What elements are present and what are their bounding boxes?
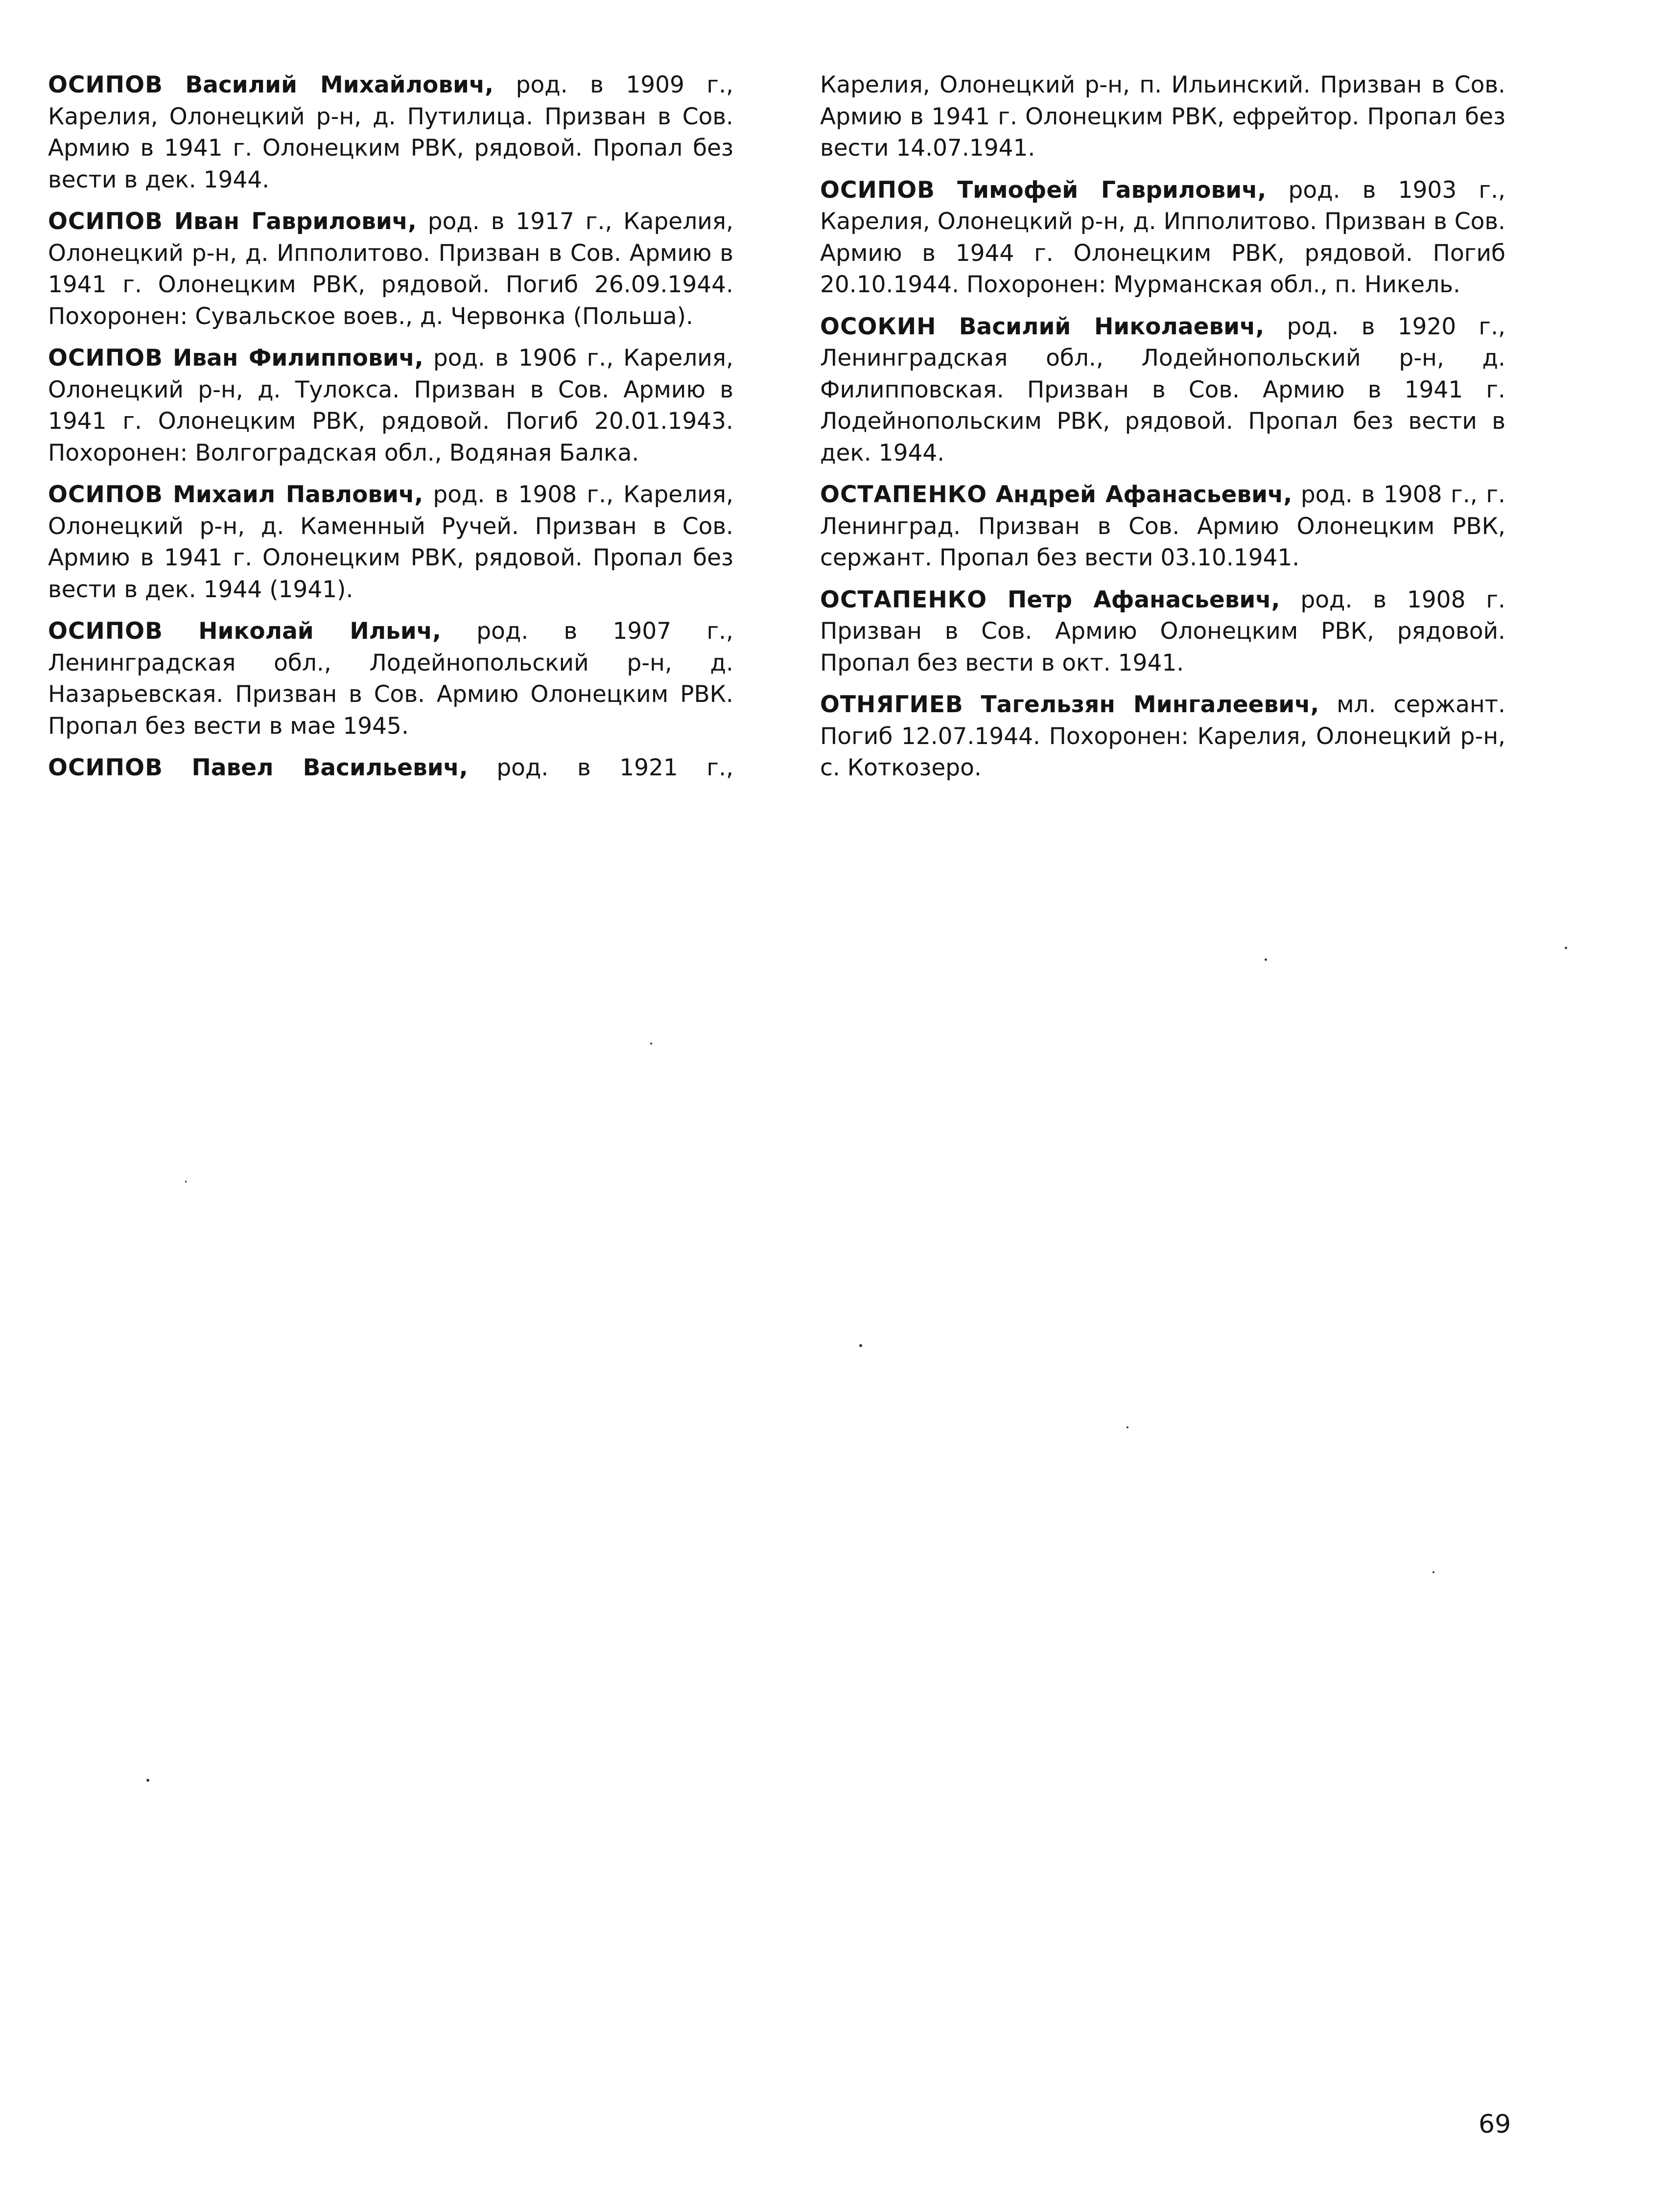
entry-surname: ОСИПОВ xyxy=(48,208,163,235)
entry-surname: ОСИПОВ xyxy=(48,618,163,645)
entry-given-name: Андрей Афанасьевич, xyxy=(995,481,1292,508)
page-number: 69 xyxy=(1479,2110,1511,2139)
entry-given-name: Павел Васильевич, xyxy=(191,754,468,781)
entry-surname: ОСИПОВ xyxy=(48,345,163,372)
entry-osipov-ivan-f xyxy=(48,343,733,469)
entry-given-name: Тагельзян Мингалеевич, xyxy=(981,691,1319,718)
entry-ostapenko-petr xyxy=(820,584,1505,679)
entry-given-name: Тимофей Гаврилович, xyxy=(957,176,1267,204)
entry-osipov-pavel xyxy=(48,752,733,784)
entry-osipov-vasily xyxy=(48,70,733,196)
entry-text: мл. сержант. Погиб 12.07.1944. Похоронен: Карелия, Олонецкий р-н, с. Коткозеро. xyxy=(820,691,1505,781)
entry-surname: ОСИПОВ xyxy=(48,754,163,781)
scan-speck xyxy=(146,1779,149,1782)
entry-text: род. в 1903 г., Карелия, Олонецкий р-н, д. Ипполитово. Призван в Сов. Армию в 1944 г. Олонецким РВК, рядовой. Погиб 20.10.1944. Похоронен: Мурманская обл., п. Никель. xyxy=(820,176,1505,298)
entry-osokin-vasily xyxy=(820,311,1505,469)
scan-speck xyxy=(185,1181,187,1183)
entry-text: род. в 1920 г., Ленинградская обл., Лодейнопольский р-н, д. Филипповская. Призван в Сов. Армию в 1941 г. Лодейнопольским РВК, рядовой. Пропал без вести в дек. 1944. xyxy=(820,313,1505,466)
entry-text: род. в 1908 г., Карелия, Олонецкий р-н, д. Каменный Ручей. Призван в Сов. Армию в 1941 г. Олонецким РВК, рядовой. Пропал без вести в дек. 1944 (1941). xyxy=(48,481,733,603)
entry-osipov-nikolai xyxy=(48,616,733,742)
scan-speck xyxy=(1127,1426,1128,1428)
entry-text: род. в 1906 г., Карелия, Олонецкий р-н, д. Тулокса. Призван в Сов. Армию в 1941 г. Олонецким РВК, рядовой. Погиб 20.01.1943. Похоронен: Волгоградская обл., Водяная Балка. xyxy=(48,345,734,466)
entry-text: род. в 1921 г., xyxy=(468,754,733,781)
entry-given-name: Василий Михайлович, xyxy=(185,71,494,98)
entry-surname: ОСИПОВ xyxy=(48,71,163,98)
entry-surname: ОСИПОВ xyxy=(820,176,935,204)
entry-surname: ОСТАПЕНКО xyxy=(820,586,987,613)
entry-ostapenko-andrei xyxy=(820,479,1505,574)
scan-speck xyxy=(1433,1571,1434,1573)
entry-given-name: Михаил Павлович, xyxy=(173,481,423,508)
entry-text: Карелия, Олонецкий р-н, п. Ильинский. Призван в Сов. Армию в 1941 г. Олонецким РВК, ефрейтор. Пропал без вести 14.07.1941. xyxy=(820,71,1505,162)
entry-given-name: Василий Николаевич, xyxy=(959,313,1265,340)
entry-otnyagiev xyxy=(820,689,1505,784)
entry-surname: ОТНЯГИЕВ xyxy=(820,691,963,718)
entry-osipov-timofei xyxy=(820,175,1505,301)
scan-speck xyxy=(1565,947,1567,949)
scan-speck xyxy=(650,1043,652,1045)
entry-text: род. в 1908 г., г. Ленинград. Призван в Сов. Армию Олонецким РВК, сержант. Пропал без вести 03.10.1941. xyxy=(820,481,1505,571)
entry-continuation xyxy=(820,70,1505,164)
entry-given-name: Петр Афанасьевич, xyxy=(1007,586,1280,613)
entry-text: род. в 1908 г. Призван в Сов. Армию Олонецким РВК, рядовой. Пропал без вести в окт. 1941. xyxy=(820,586,1506,676)
entry-text: род. в 1917 г., Карелия, Олонецкий р-н, д. Ипполитово. Призван в Сов. Армию в 1941 г. Олонецким РВК, рядовой. Погиб 26.09.1944. Похоронен: Сувальское воев., д. Червонка (Польша). xyxy=(48,208,733,330)
entry-surname: ОСТАПЕНКО xyxy=(820,481,987,508)
entry-given-name: Иван Гаврилович, xyxy=(174,208,417,235)
scan-speck xyxy=(1265,958,1267,961)
entry-text: род. в 1907 г., Ленинградская обл., Лодейнопольский р-н, д. Назарьевская. Призван в Сов. Армию Олонецким РВК. Пропал без вести в мае 1945. xyxy=(48,618,733,740)
right-column xyxy=(820,70,1505,794)
entry-osipov-mikhail xyxy=(48,479,733,605)
entry-surname: ОСИПОВ xyxy=(48,481,163,508)
scan-speck xyxy=(859,1344,862,1347)
entry-given-name: Иван Филиппович, xyxy=(173,345,423,372)
entry-surname: ОСОКИН xyxy=(820,313,937,340)
entry-osipov-ivan-g xyxy=(48,206,733,332)
entry-given-name: Николай Ильич, xyxy=(198,618,441,645)
entry-text: род. в 1909 г., Карелия, Олонецкий р-н, д. Путилица. Призван в Сов. Армию в 1941 г. Олонецким РВК, рядовой. Пропал без вести в дек. 1944. xyxy=(48,71,733,193)
left-column xyxy=(48,70,733,794)
